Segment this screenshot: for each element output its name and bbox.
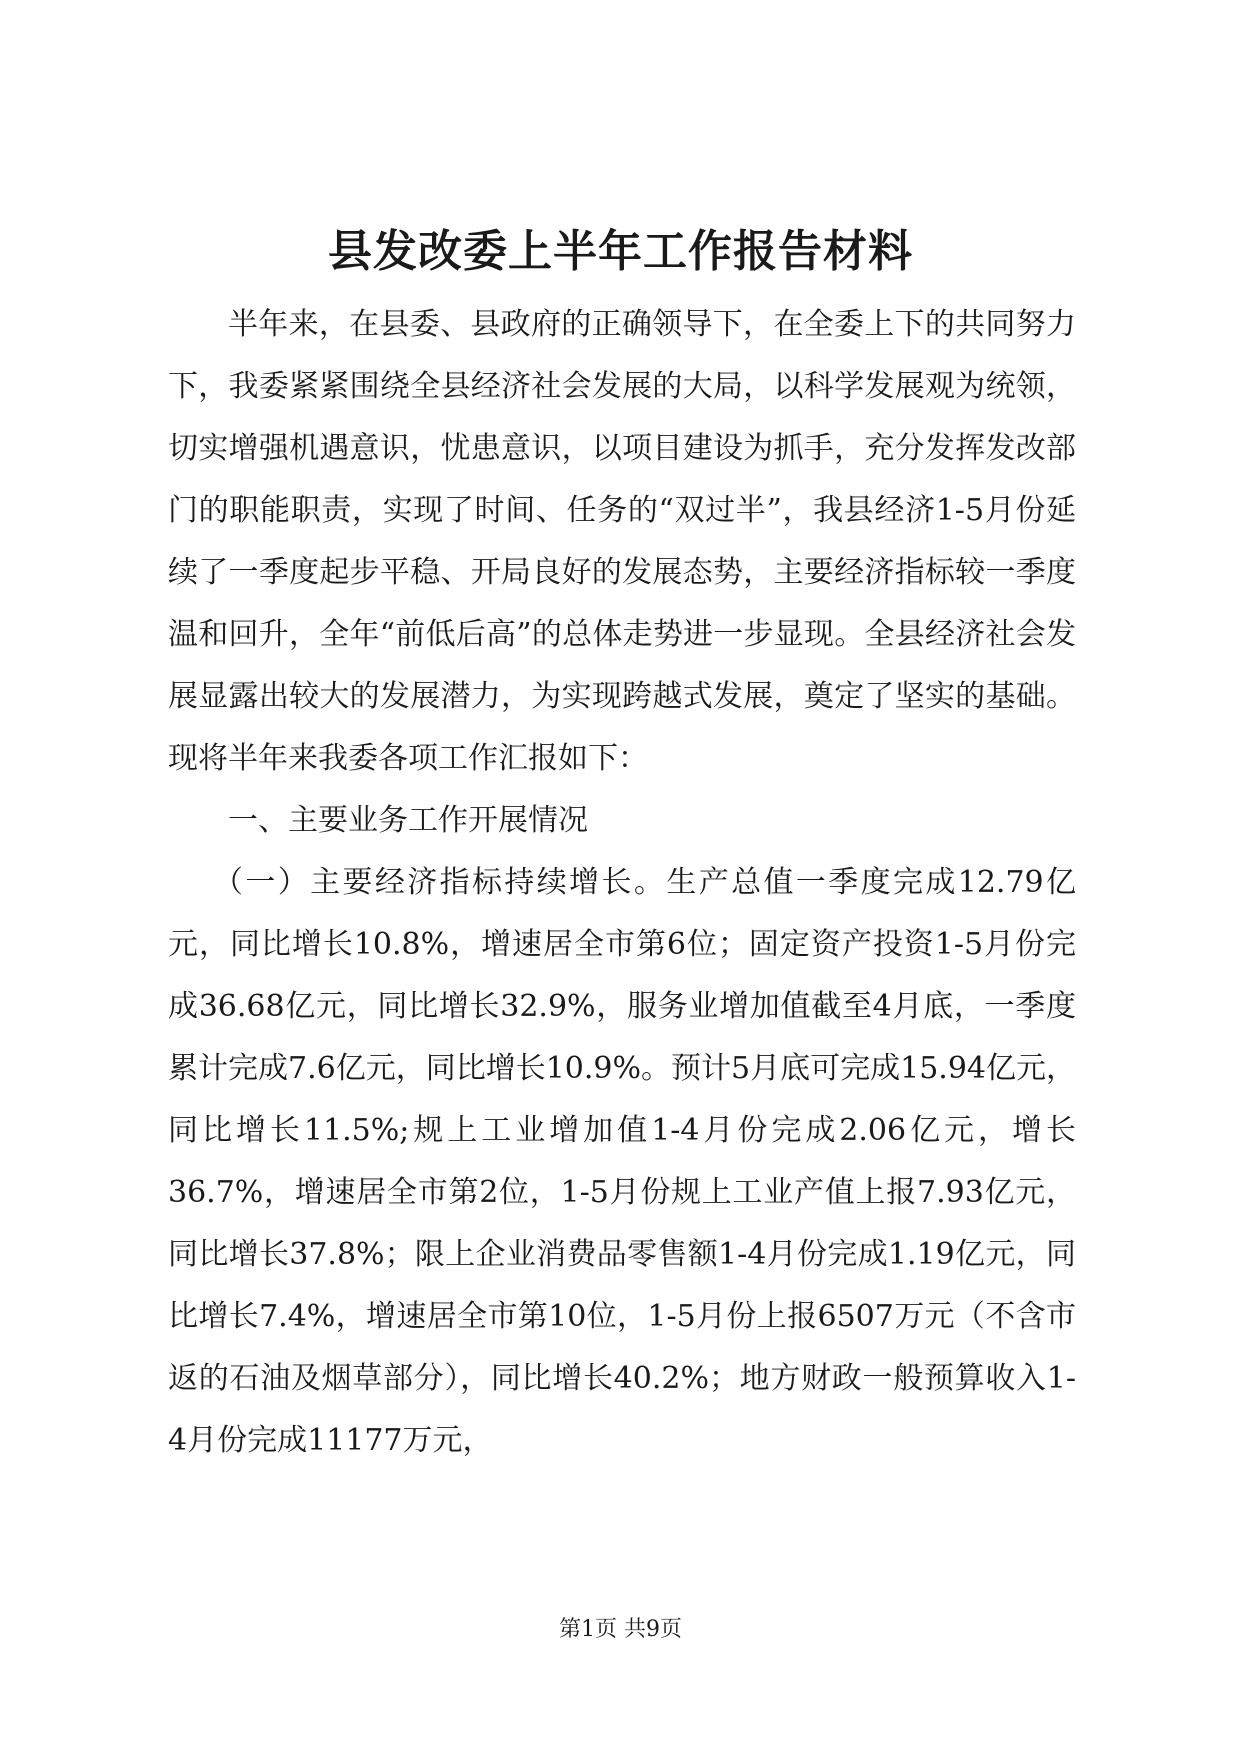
page-number: 第1页 共9页 xyxy=(559,1617,682,1642)
section-heading: 一、主要业务工作开展情况 xyxy=(228,803,588,838)
document-body xyxy=(168,294,1076,1472)
intro-paragraph: 半年来，在县委、县政府的正确领导下，在全委上下的共同努力下，我委紧紧围绕全县经济社会发展的大局，以科学发展观为统领，切实增强机遇意识，忧患意识，以项目建设为抓手，充分发挥发改部门的职能职责，实现了时间、任务的“双过半”，我县经济1-5月份延续了一季度起步平稳、开局良好的发展态势，主要经济指标较一季度温和回升，全年“前低后高”的总体走势进一步显现。全县经济社会发展显露出较大的发展潜力，为实现跨越式发展，奠定了坚实的基础。现将半年来我委各项工作汇报如下： xyxy=(168,307,1076,776)
economic-indicators-paragraph: （一）主要经济指标持续增长。生产总值一季度完成12.79亿元，同比增长10.8%，增速居全市第6位；固定资产投资1-5月份完成36.68亿元，同比增长32.9%，服务业增加值截至4月底，一季度累计完成7.6亿元，同比增长10.9%。预计5月底可完成15.94亿元，同比增长11.5%;规上工业增加值1-4月份完成2.06亿元，增长36.7%，增速居全市第2位，1-5月份规上工业产值上报7.93亿元，同比增长37.8%；限上企业消费品零售额1-4月份完成1.19亿元，同比增长7.4%，增速居全市第10位，1-5月份上报6507万元（不含市返的石油及烟草部分），同比增长40.2%；地方财政一般预算收入1-4月份完成11177万元， xyxy=(168,865,1076,1458)
document-title: 县发改委上半年工作报告材料 xyxy=(328,226,913,277)
